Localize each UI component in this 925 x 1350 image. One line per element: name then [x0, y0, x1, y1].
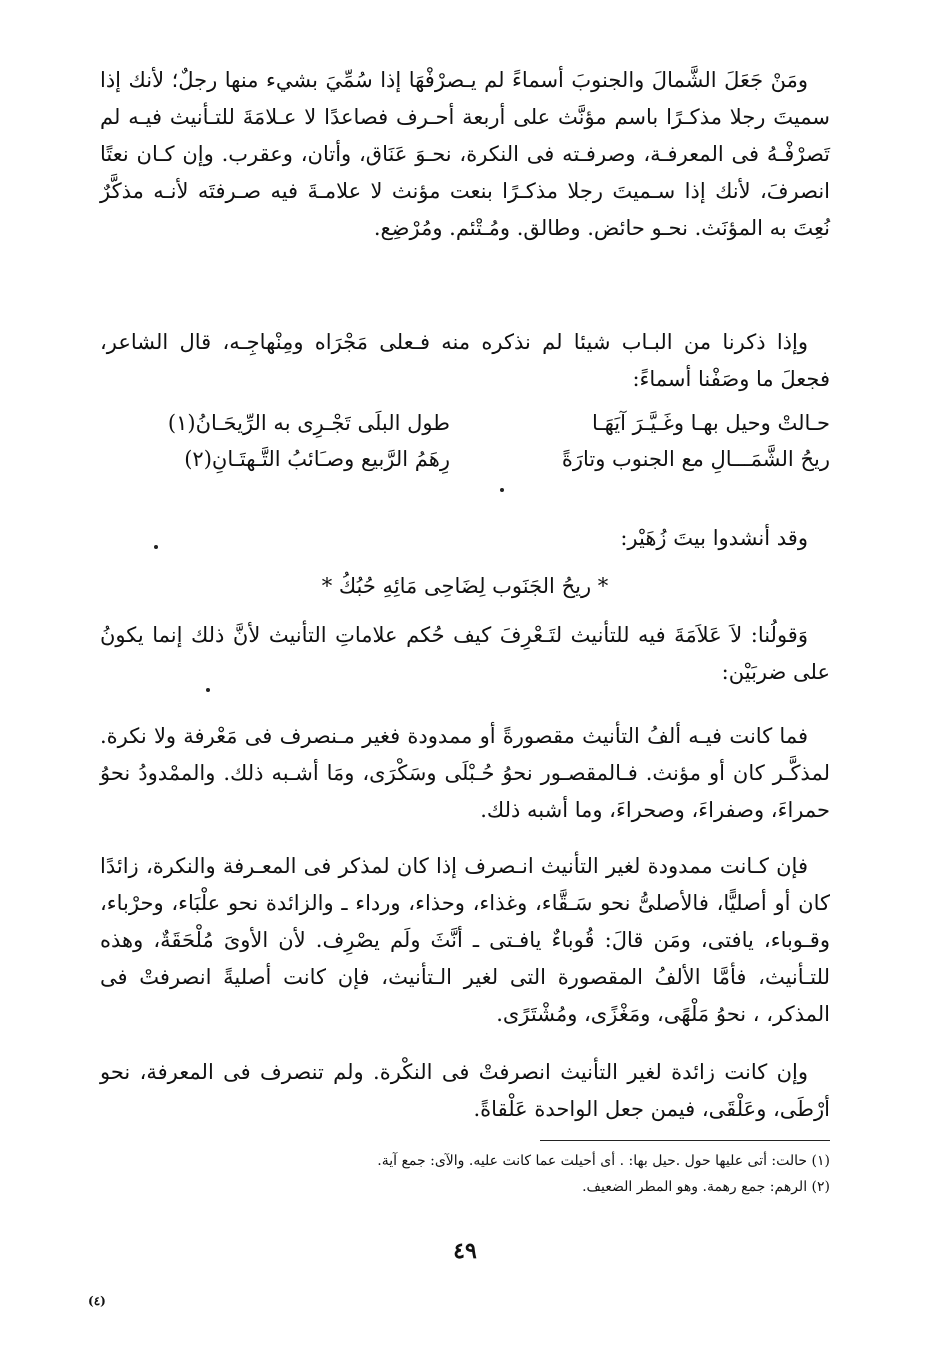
verse-2-second-hemistich: رِهَمُ الرَّبيع وصـَائبُ التَّـهتَـانِ(٢): [184, 447, 450, 471]
footnotes: [180, 1148, 830, 1200]
verse-2-first-hemistich: ريحُ الشَّمَـــالِ مع الجنوب وتارَةً: [561, 447, 830, 471]
speck: [206, 688, 210, 692]
paragraph-4-text: وَقولُنا: لاَ عَلاَمَةَ فيه للتأنيث لتَـعْرِفَ كيف حُكم علاماتِ التأنيث لأنَّ ذلك إنما يكونُ على ضربَيْن:: [100, 623, 830, 684]
footnote-divider: [540, 1140, 830, 1141]
paragraph-3: [100, 520, 830, 557]
verse-1-second-hemistich: طول البلَى تَجْـرِى به الرِّيحَـانُ(١): [167, 411, 450, 435]
paragraph-3-text: وقد أنشدوا بيتَ زُهَيْر:: [620, 526, 808, 550]
paragraph-2-text: وإذا ذكرنا من البـاب شيئا لم نذكره منه فـعلى مَجْرَاه ومِنْهاجِـه، قال الشاعر، فجعلَ ما وصَفْنا أسماءً:: [100, 330, 830, 391]
signature-mark: (٤): [88, 1294, 106, 1308]
paragraph-6: [100, 848, 830, 1033]
paragraph-4: [100, 617, 830, 691]
verse-1-first-hemistich: حـالتْ وحيل بهـا وغَـيَّـرَ آيَهَـا: [592, 411, 830, 435]
paragraph-1: [100, 62, 830, 247]
footnote-2: (٢) الرهم: جمع رهمة. وهو المطر الضعيف.: [582, 1179, 830, 1195]
footnote-1: (١) حالت: أتى عليها حول .حيل بها: . أى أحيلت عما كانت عليه. والآى: جمع آية.: [377, 1153, 830, 1169]
quoted-hemistich: * ريحُ الجَنَوب لِضَاحِى مَائِهِ حُبُكُ *: [321, 574, 609, 598]
speck: [154, 545, 158, 549]
paragraph-1-text: ومَنْ جَعَلَ الشَّمالَ والجنوبَ أسماءً لم يـصرْفْهَا إذا سُمِّيَ بشيء منها رجلٌ؛ لأنك إذا سميتَ رجلا مذكـرًا باسم مؤنَّث على أربعة أحـرف فصاعدًا لا عـلامَةَ للتـأنيث فيـه لم تَصرْفْـهُ فى المعرفـة، وصرفـته فى النكرة، نحـوَ عَنَاق، وأتان، وعقرب. وإن كـان نعتًا انصرفَ، لأنك إذا سـميتَ رجلا مذكـرًا بنعت مؤنث لا علامـةَ فيه صـرفتَه لأنـه مذكَّرٌ نُعِتَ به المؤنَث. نحـو حائض. وطالق. ومُـتْئم. ومُرْضِع.: [100, 68, 830, 240]
poem: [100, 405, 830, 477]
verse-2: [100, 441, 830, 477]
speck: [500, 488, 504, 492]
verse-1: [100, 405, 830, 441]
paragraph-5-text: فما كانت فيـه ألفُ التأنيث مقصورةً أو ممدودة فغير مـنصرف فى مَعْرفة ولا نكرة. لمذكَّـر كان أو مؤنث. فـالمقصـور نحوُ حُـبْلَى وسَكْرَى، ومَا أشـبه ذلك. والممْدودُ نحوُ حمراءَ، وصفراءَ، وصحراءَ، وما أشبه ذلك.: [100, 724, 830, 822]
paragraph-2: [100, 324, 830, 398]
paragraph-6-text: فإن كـانت ممدودة لغير التأنيث انـصرف إذا كان لمذكر فى المعـرفة والنكرة، زائدًا كان أو أصليًّا، فالأصلىُّ نحو سَـقَّاء، وغذاء، وحذاء، ورداء ـ والزائدة نحو علْبَاء، وحرْباء، وقـوباء، يافتى، ومَن قالَ: قُوباءٌ يافـتى ـ أنَّثَ ولَم يصْرِف. لأن الأوىَ مُلْحَقَةٌ، وهذه للتـأنيث، فأمَّا الألفُ المقصورة التى لغير الـتأنيث، فإن كانت أصليةً انصرفتْ فى المذكر، ، نحوُ مَلْهًى، ومَغْزًى، ومُشْتَرًى.: [100, 854, 830, 1026]
paragraph-7: [100, 1054, 830, 1128]
paragraph-5: [100, 718, 830, 829]
paragraph-7-text: وإن كانت زائدة لغير التأنيث انصرفتْ فى النكْرة. ولم تنصرف فى المعرفة، نحو أرْطَى، وعَلْقَى، فيمن جعل الواحدة عَلْقاةً.: [100, 1060, 830, 1121]
page-number: ٤٩: [453, 1238, 477, 1264]
